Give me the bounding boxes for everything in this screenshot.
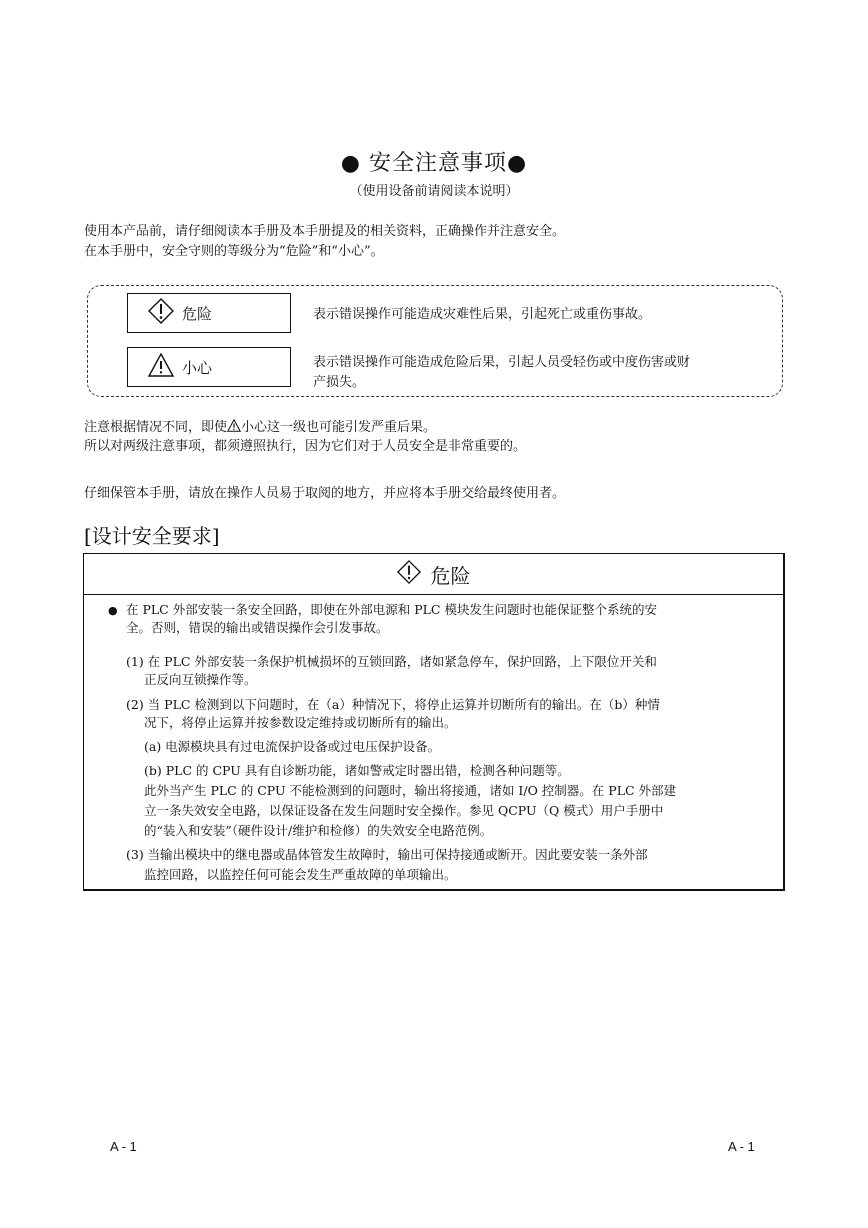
- note-line-1-prefix: 注意根据情况不同，即使: [84, 420, 228, 435]
- panel-line: 况下，将停止运算并按参数设定维持或切断所有的输出。: [144, 715, 457, 730]
- danger-diamond-icon: [397, 560, 431, 589]
- design-safety-danger-panel: [83, 553, 785, 891]
- caution-description-line-2: 产损失。: [313, 375, 366, 390]
- note-line-1-suffix: 小心这一级也可能引发严重后果。: [241, 420, 437, 435]
- page-title: ● 安全注意事项●: [340, 151, 528, 176]
- caution-description-line-1: 表示错误操作可能造成危险后果，引起人员受轻伤或中度伤害或财: [313, 355, 691, 370]
- panel-line: 在 PLC 外部安装一条安全回路，即使在外部电源和 PLC 模块发生问题时也能保证整个系统的安: [126, 602, 657, 617]
- panel-line: 的“装入和安装”（硬件设计/维护和检修）的失效安全电路范例。: [144, 823, 493, 838]
- panel-line: 此外当产生 PLC 的 CPU 不能检测到的问题时，输出将接通，诸如 I/O 控制器。在 PLC 外部建: [144, 783, 677, 798]
- danger-label-box: [127, 293, 291, 333]
- danger-description: 表示错误操作可能造成灾难性后果，引起死亡或重伤事故。: [313, 307, 652, 322]
- panel-line: 全。否则，错误的输出或错误操作会引发事故。: [126, 620, 389, 635]
- panel-line: (b) PLC 的 CPU 具有自诊断功能，诸如警戒定时器出错，检测各种问题等。: [144, 763, 570, 778]
- intro-line-1: 使用本产品前，请仔细阅读本手册及本手册提及的相关资料，正确操作并注意安全。: [84, 224, 566, 239]
- footer-page-right: A - 1: [728, 1139, 755, 1154]
- caution-label: 小心: [182, 358, 213, 377]
- panel-line: (3) 当输出模块中的继电器或晶体管发生故障时，输出可保持接通或断开。因此要安装一条外部: [126, 847, 648, 862]
- danger-diamond-icon: [148, 298, 182, 328]
- note-line-3: 仔细保管本手册，请放在操作人员易于取阅的地方，并应将本手册交给最终使用者。: [84, 486, 566, 501]
- danger-panel-title: 危险: [430, 563, 471, 588]
- panel-line: 正反向互锁操作等。: [144, 672, 257, 687]
- danger-label: 危险: [182, 304, 213, 323]
- inline-caution-icon: [227, 420, 241, 435]
- panel-line: (1) 在 PLC 外部安装一条保护机械损坏的互锁回路，诸如紧急停车，保护回路，上下限位开关和: [126, 654, 657, 669]
- panel-line: 立一条失效安全电路，以保证设备在发生问题时安全操作。参见 QCPU（Q 模式）用户手册中: [144, 803, 664, 818]
- section-heading: [设计安全要求]: [84, 524, 220, 548]
- intro-line-2: 在本手册中，安全守则的等级分为“危险”和“小心”。: [84, 244, 384, 259]
- caution-triangle-icon: [148, 353, 182, 381]
- caution-label-box: [127, 347, 291, 387]
- panel-line: (a) 电源模块具有过电流保护设备或过电压保护设备。: [144, 739, 441, 754]
- danger-panel-header: [84, 554, 783, 595]
- panel-line: 监控回路，以监控任何可能会发生严重故障的单项输出。: [144, 867, 457, 882]
- note-line-1: [84, 418, 436, 437]
- footer-page-left: A - 1: [110, 1139, 137, 1154]
- note-line-2: 所以对两级注意事项，都须遵照执行，因为它们对于人员安全是非常重要的。: [84, 439, 527, 454]
- bullet-icon: ●: [108, 604, 118, 617]
- panel-line: (2) 当 PLC 检测到以下问题时，在（a）种情况下，将停止运算并切断所有的输出。在（b）种情: [126, 697, 660, 712]
- page-subtitle: （使用设备前请阅读本说明）: [349, 184, 519, 199]
